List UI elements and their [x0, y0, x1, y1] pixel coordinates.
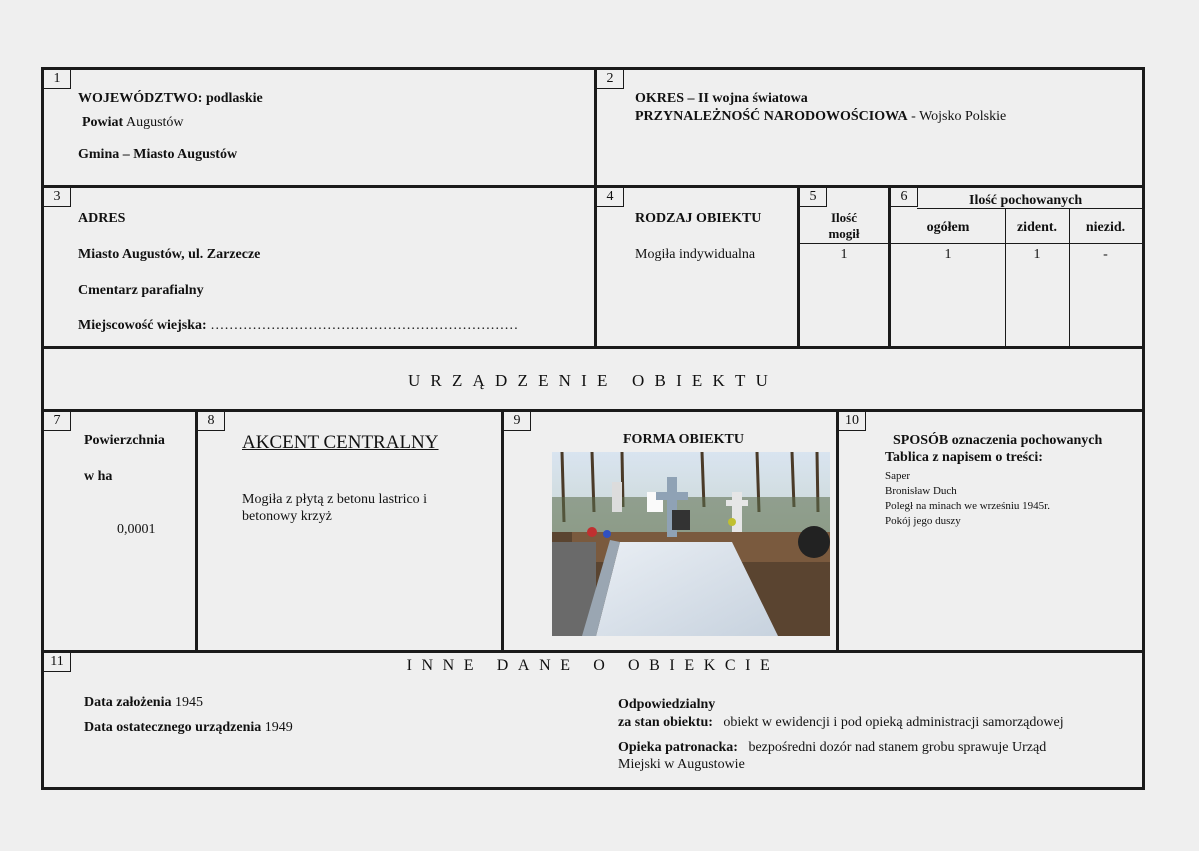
ilosc-pochowanych-header: Ilość pochowanych — [969, 193, 1083, 208]
opieka-value-1: bezpośredni dozór nad stanem grobu sprawuje Urząd — [748, 740, 1047, 755]
inscription-line: Poległ na minach we wrześniu 1945r. — [885, 500, 1050, 512]
cmentarz-text: Cmentarz parafialny — [78, 283, 204, 298]
grave-photo — [552, 452, 830, 636]
okres-text: OKRES – II wojna światowa — [635, 91, 808, 106]
rodzaj-value: Mogiła indywidualna — [635, 247, 756, 262]
przynaleznosc-label: PRZYNALEŻNOŚĆ NARODOWOŚCIOWA — [635, 109, 908, 124]
section-number: 4 — [597, 188, 624, 207]
address-text: Miasto Augustów, ul. Zarzecze — [78, 247, 261, 262]
opieka-value-2: Miejski w Augustowie — [618, 757, 745, 772]
powiat-label: Powiat — [82, 115, 124, 130]
wojewodztwo-value: podlaskie — [205, 91, 263, 106]
section-3-adres — [41, 185, 597, 349]
section-number: 6 — [891, 188, 918, 207]
sposob-title-bold: SPOSÓB — [893, 433, 949, 448]
opieka-label: Opieka patronacka: — [618, 740, 738, 755]
section-11-inne-dane — [41, 650, 1145, 790]
inscription-line: Bronisław Duch — [885, 485, 957, 497]
adres-label: ADRES — [78, 211, 126, 226]
sposob-subtitle: Tablica z napisem o treści: — [885, 450, 1043, 465]
val-zident: 1 — [1033, 247, 1041, 262]
forma-title: FORMA OBIEKTU — [623, 432, 744, 447]
ilosc-mogil-value: 1 — [840, 247, 848, 262]
col-ogolem: ogółem — [926, 220, 970, 235]
data-zalozenia-value: 1945 — [174, 695, 203, 710]
ilosc-mogil-header-1: Ilość — [831, 210, 857, 225]
section-number: 9 — [504, 412, 531, 431]
col-niezid: niezid. — [1085, 220, 1126, 235]
inscription-line: Pokój jego duszy — [885, 515, 961, 527]
inscription-line: Saper — [885, 470, 911, 482]
miejscowosc-label: Miejscowość wiejska: — [78, 318, 207, 333]
wha-label: w ha — [84, 469, 113, 484]
section-1-wojewodztwo — [41, 67, 597, 188]
section-number: 1 — [44, 70, 71, 89]
section-number: 2 — [597, 70, 624, 89]
section-number: 11 — [44, 653, 71, 672]
section-4-rodzaj — [594, 185, 800, 349]
akcent-desc-2: betonowy krzyż — [242, 509, 332, 524]
section-10-sposob — [836, 409, 1145, 653]
rodzaj-label: RODZAJ OBIEKTU — [635, 211, 762, 226]
za-stan-label: za stan obiektu: — [618, 715, 713, 730]
ilosc-mogil-header-2: mogił — [828, 226, 860, 241]
col-zident: zident. — [1016, 220, 1058, 235]
akcent-desc-1: Mogiła z płytą z betonu lastrico i — [242, 492, 428, 507]
wojewodztwo-label: WOJEWÓDZTWO: — [78, 91, 203, 106]
section-number: 8 — [198, 412, 225, 431]
data-urzadzenia-value: 1949 — [264, 720, 293, 735]
urzadzenie-header — [41, 346, 1145, 412]
section-9-forma — [501, 409, 839, 653]
section-5-ilosc-mogil — [797, 185, 891, 349]
data-urzadzenia-label: Data ostatecznego urządzenia — [84, 720, 262, 735]
urzadzenie-title: URZĄDZENIE OBIEKTU — [407, 371, 779, 390]
powierzchnia-value: 0,0001 — [117, 522, 156, 537]
val-niezid: - — [1103, 247, 1108, 262]
gmina-text: Gmina – Miasto Augustów — [78, 147, 238, 162]
section-2-okres — [594, 67, 1145, 188]
inne-dane-title: INNE DANE O OBIEKCIE — [406, 657, 780, 674]
akcent-title: AKCENT CENTRALNY — [242, 432, 439, 453]
section-number: 10 — [839, 412, 866, 431]
odpowiedzialny-value: obiekt w ewidencji i pod opieką administracji samorządowej — [723, 715, 1064, 730]
powierzchnia-label: Powierzchnia — [84, 433, 165, 448]
section-number: 7 — [44, 412, 71, 431]
section-8-akcent — [195, 409, 504, 653]
odpowiedzialny-label: Odpowiedzialny — [618, 697, 716, 712]
przynaleznosc-value: - Wojsko Polskie — [911, 109, 1007, 124]
val-ogolem: 1 — [944, 247, 952, 262]
data-zalozenia-label: Data założenia — [84, 695, 172, 710]
section-number: 5 — [800, 188, 827, 207]
powiat-value: Augustów — [125, 115, 184, 130]
section-6-ilosc-pochowanych — [888, 185, 1145, 349]
section-7-powierzchnia — [41, 409, 198, 653]
section-number: 3 — [44, 188, 71, 207]
miejscowosc-dots: ………………………………………………………… — [210, 318, 519, 333]
sposob-title-rest: oznaczenia pochowanych — [951, 433, 1103, 448]
